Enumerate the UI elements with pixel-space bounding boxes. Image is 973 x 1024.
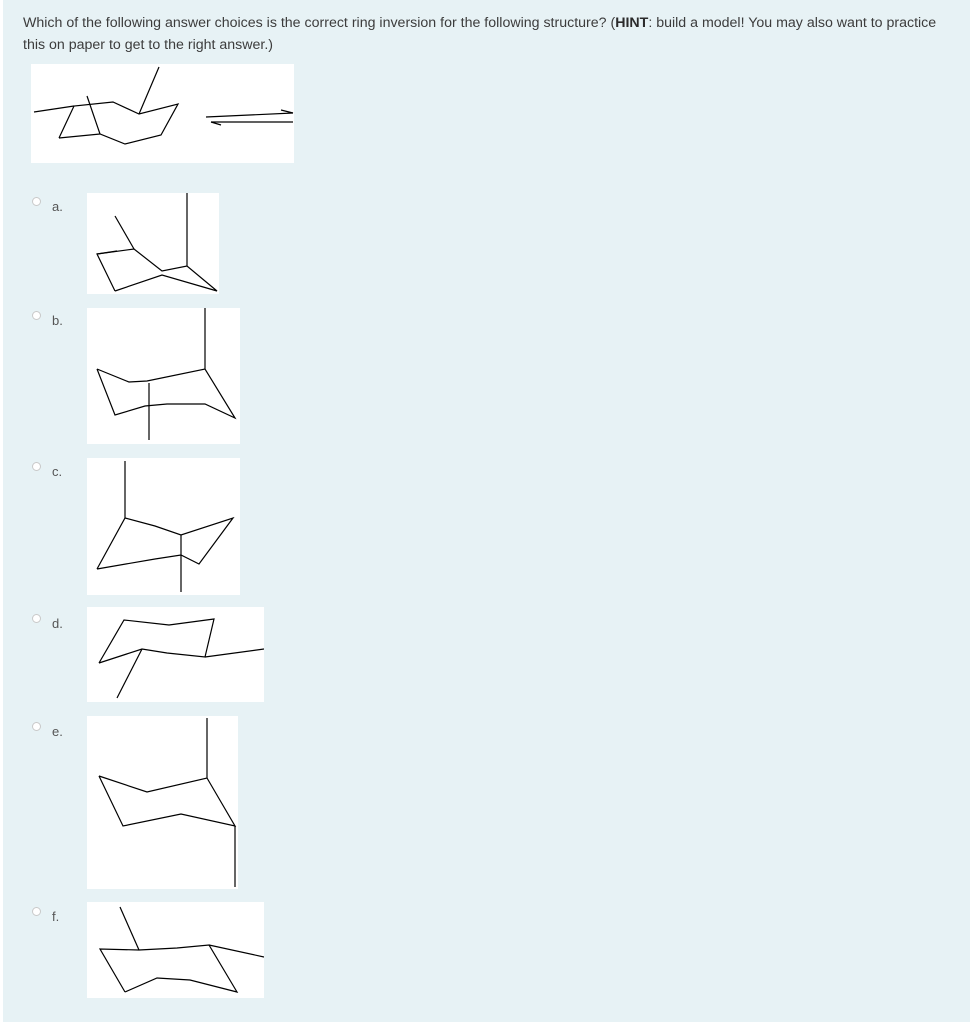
reference-structure-image <box>31 64 294 163</box>
option-e-radio[interactable] <box>32 722 41 731</box>
equilibrium-arrow-icon <box>206 113 293 117</box>
option-f-image[interactable] <box>87 902 264 998</box>
option-b-label: b. <box>52 313 63 328</box>
hint-label: HINT <box>615 15 649 31</box>
option-e-image[interactable] <box>87 716 238 889</box>
option-c-label: c. <box>52 464 63 479</box>
question-panel <box>3 0 970 1022</box>
option-d-label: d. <box>52 616 63 631</box>
option-b-radio[interactable] <box>32 311 41 320</box>
option-a-radio[interactable] <box>32 197 41 206</box>
option-d-radio[interactable] <box>32 614 41 623</box>
option-e-label: e. <box>52 724 63 739</box>
option-c-image[interactable] <box>87 458 240 595</box>
question-text: Which of the following answer choices is the correct ring inversion for the following structure? (HINT: build a model! You may also want to practice this on paper to get to the right answer.) <box>23 15 937 53</box>
option-a-image[interactable] <box>87 193 219 294</box>
option-b-image[interactable] <box>87 308 240 444</box>
option-f-label: f. <box>52 909 60 924</box>
option-d-image[interactable] <box>87 607 264 702</box>
option-a-label: a. <box>52 199 63 214</box>
option-f-radio[interactable] <box>32 907 41 916</box>
option-c-radio[interactable] <box>32 462 41 471</box>
